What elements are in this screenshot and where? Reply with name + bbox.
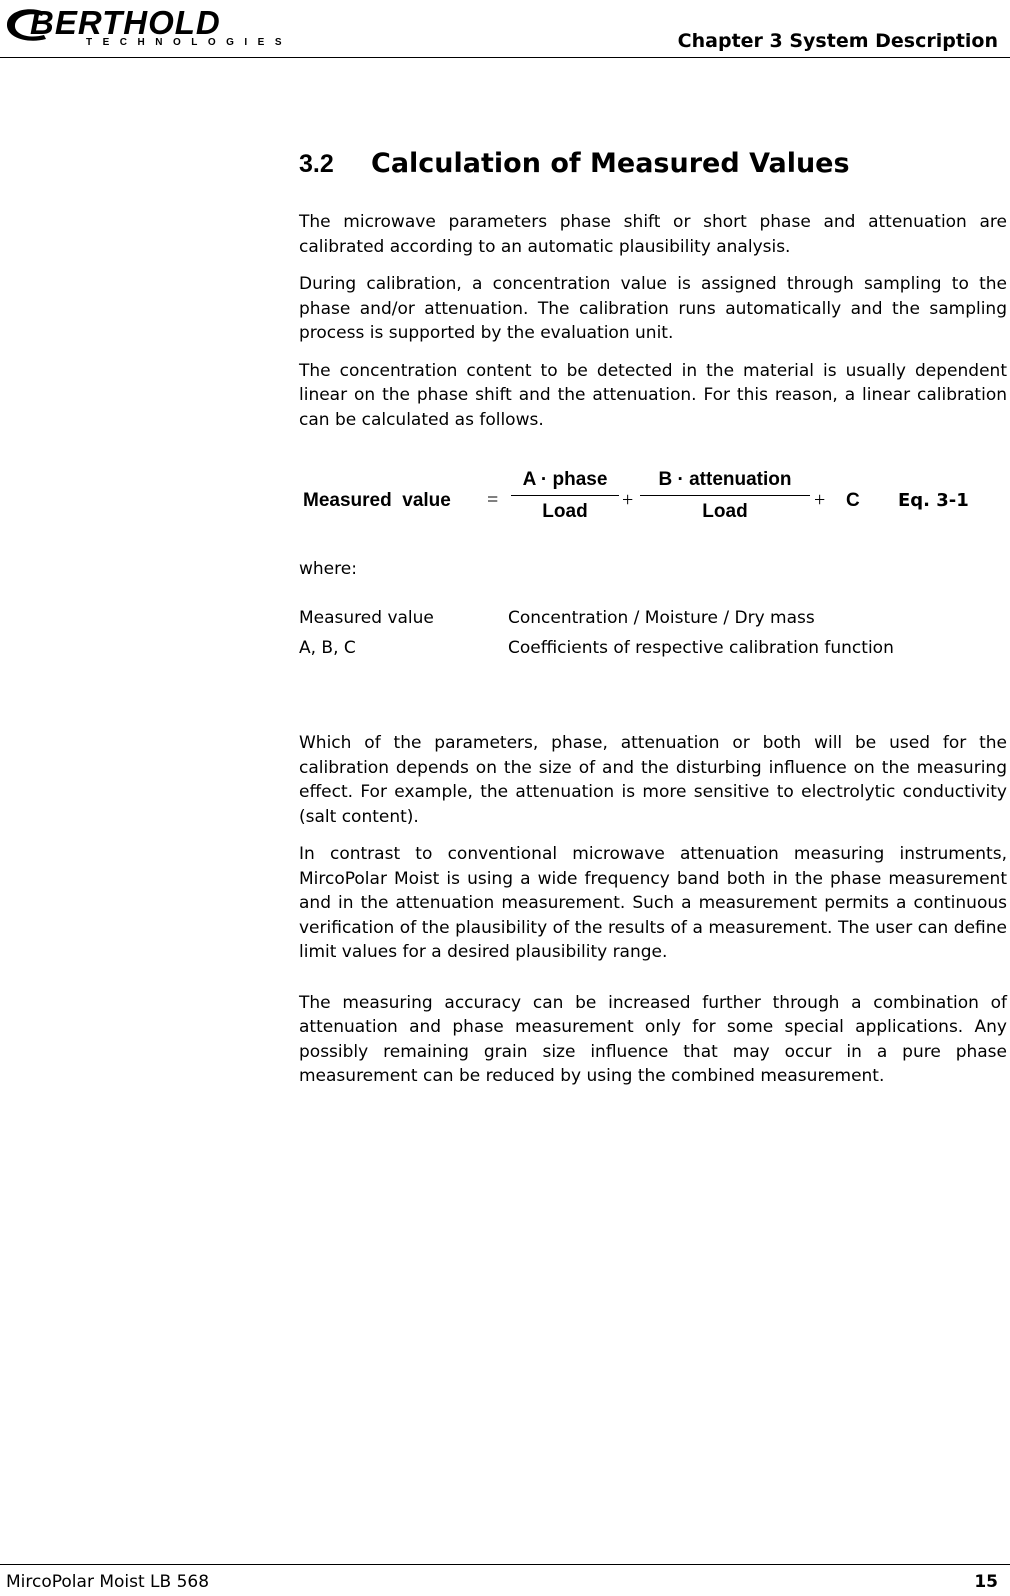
- paragraph: Which of the parameters, phase, attenuation or both will be used for the calibration depends on the size of and the disturbing influence on the measuring effect. For example, the attenuation is more sensitive to electrolytic conductivity (salt content).: [299, 733, 1007, 827]
- paragraph: The microwave parameters phase shift or short phase and attenuation are calibrated according to an automatic plausibility analysis.: [299, 212, 1007, 257]
- equation-lhs: Measured value: [303, 490, 451, 511]
- section-number: 3.2: [299, 150, 334, 178]
- page-number: 15: [974, 1572, 998, 1592]
- chapter-heading: Chapter 3 System Description: [677, 30, 998, 52]
- fraction-numerator: A · phase: [522, 469, 608, 490]
- paragraph: The concentration content to be detected in the material is usually dependent linear on the phase shift and the attenuation. For this reason, a linear calibration can be calculated as follows.: [299, 360, 1007, 430]
- logo-subtext: TECHNOLOGIES: [86, 37, 293, 48]
- paragraph: In contrast to conventional microwave attenuation measuring instruments, MircoPolar Moist is using a wide frequency band both in the phase measurement and in the attenuation measurement. Such a measurement permits a continuous verification of the plausibility of the results of a measurement. The user can define limit values for a desired plausibility range.: [299, 844, 1007, 962]
- equation-label: Eq. 3-1: [898, 490, 969, 511]
- paragraph: During calibration, a concentration value is assigned through sampling to the phase and/or attenuation. The calibration runs automatically and the sampling process is supported by the evaluation unit.: [299, 274, 1007, 343]
- footer-divider: [0, 1564, 1010, 1565]
- section-heading: [299, 148, 1007, 179]
- fraction-attenuation: [640, 469, 810, 523]
- equation: [299, 469, 1007, 539]
- equation-equals: =: [487, 489, 499, 511]
- definition-row: [299, 633, 1007, 663]
- paragraph: The measuring accuracy can be increased further through a combination of attenuation and phase measurement only for some special applications. Any possibly remaining grain size influence that may occur in a pure phase measurement can be reduced by using the combined measurement.: [299, 992, 1007, 1086]
- equation-plus: +: [814, 489, 826, 511]
- definition-row: [299, 603, 1007, 633]
- definition-desc: Coefficients of respective calibration function: [508, 638, 894, 658]
- equation-plus: +: [622, 489, 634, 511]
- definition-term: Measured value: [299, 608, 434, 628]
- company-logo: [4, 4, 294, 54]
- footer-product: MircoPolar Moist LB 568: [6, 1572, 210, 1592]
- equation-constant: C: [846, 490, 860, 511]
- where-label: where:: [299, 559, 357, 579]
- page-content: [299, 148, 1007, 1102]
- definition-desc: Concentration / Moisture / Dry mass: [508, 608, 815, 628]
- logo-wordmark: BERTHOLD: [30, 4, 221, 41]
- section-title: Calculation of Measured Values: [371, 148, 850, 179]
- fraction-denominator: Load: [702, 501, 748, 522]
- fraction-denominator: Load: [542, 501, 588, 522]
- fraction-numerator: B · attenuation: [658, 469, 792, 490]
- fraction-phase: [511, 469, 619, 523]
- header-divider: [0, 57, 1010, 58]
- definition-term: A, B, C: [299, 638, 356, 658]
